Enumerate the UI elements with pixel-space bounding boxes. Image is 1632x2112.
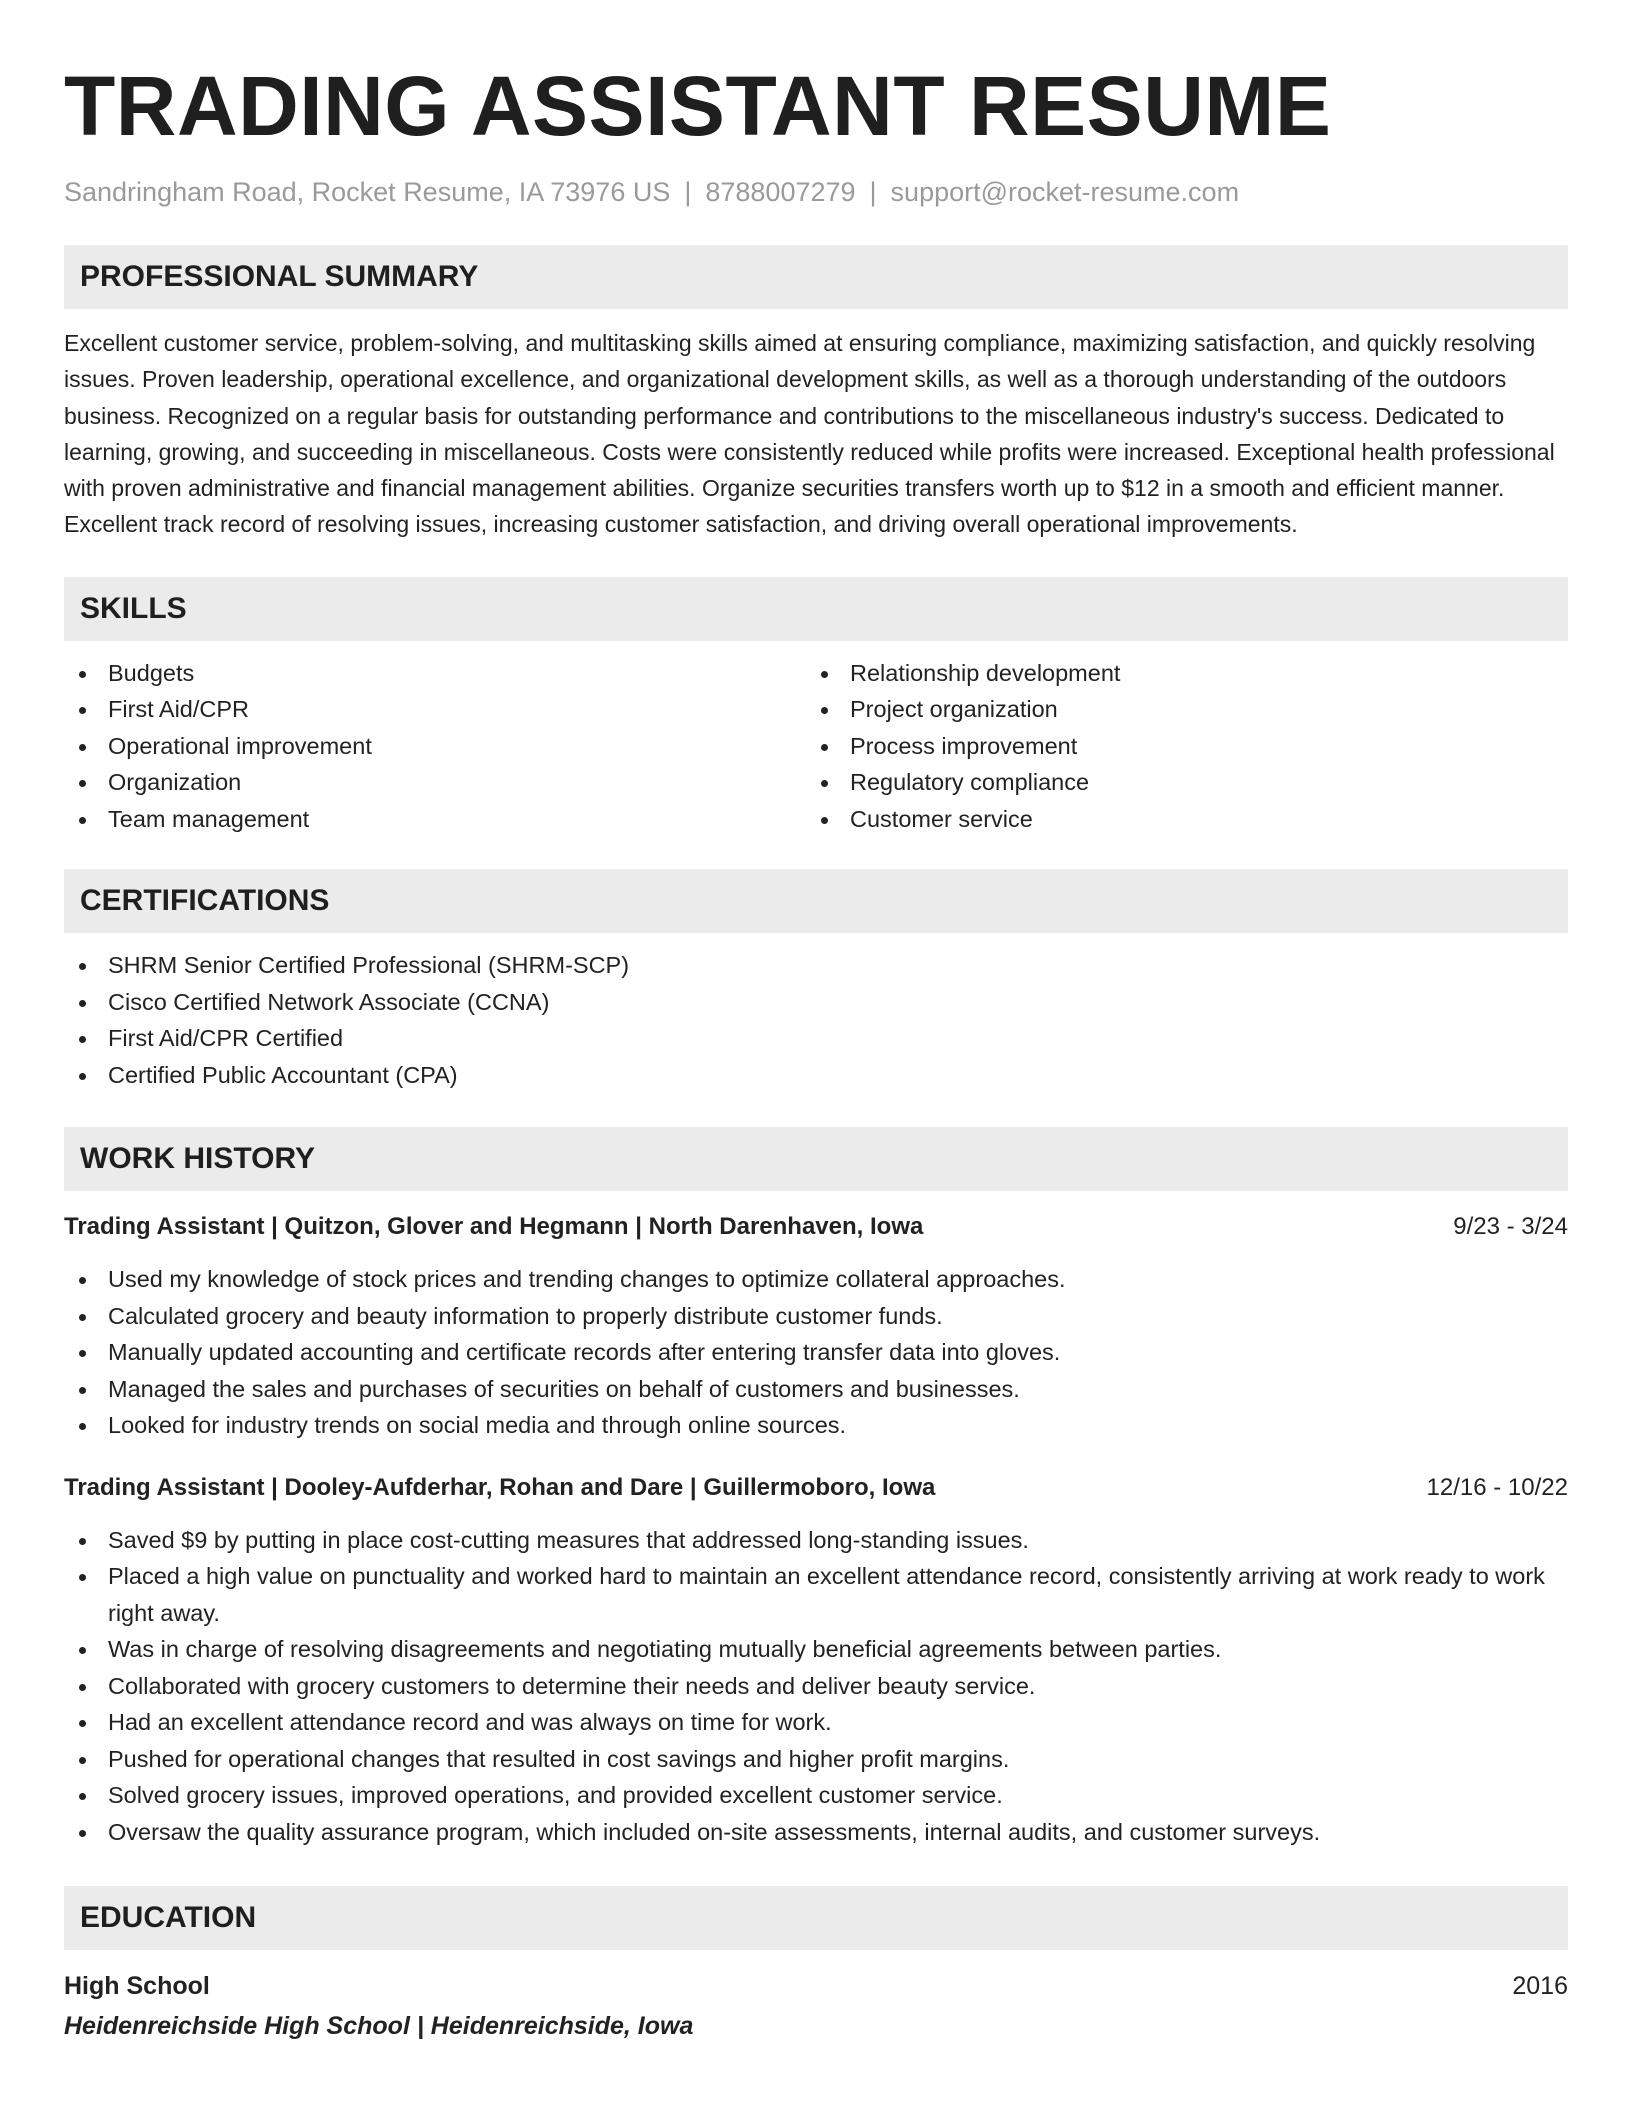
certification-item: Cisco Certified Network Associate (CCNA) xyxy=(64,984,1568,1021)
job-dates: 9/23 - 3/24 xyxy=(1453,1213,1568,1241)
job-dates: 12/16 - 10/22 xyxy=(1426,1473,1568,1501)
contact-separator: | xyxy=(684,177,692,207)
contact-address: Sandringham Road, Rocket Resume, IA 73976 US xyxy=(64,177,671,207)
certification-item: Certified Public Accountant (CPA) xyxy=(64,1057,1568,1094)
skill-item: Process improvement xyxy=(806,728,1548,765)
contact-phone: 8788007279 xyxy=(705,177,856,207)
job-bullet: Collaborated with grocery customers to determine their needs and deliver beauty service. xyxy=(64,1668,1568,1705)
job-header xyxy=(64,1470,1568,1506)
job-bullet: Calculated grocery and beauty information to properly distribute customer funds. xyxy=(64,1298,1568,1335)
skill-item: Project organization xyxy=(806,691,1548,728)
job-header xyxy=(64,1209,1568,1245)
resume-title: TRADING ASSISTANT RESUME xyxy=(64,59,1332,153)
education-heading: EDUCATION xyxy=(64,1886,1568,1950)
job-bullet: Used my knowledge of stock prices and trending changes to optimize collateral approaches. xyxy=(64,1261,1568,1298)
job-bullet: Placed a high value on punctuality and worked hard to maintain an excellent attendance record, consistently arriving at work ready to work right away. xyxy=(64,1558,1568,1631)
job-bullet: Pushed for operational changes that resulted in cost savings and higher profit margins. xyxy=(64,1741,1568,1778)
summary-heading: PROFESSIONAL SUMMARY xyxy=(64,245,1568,309)
job-title: Trading Assistant | Quitzon, Glover and Hegmann | North Darenhaven, Iowa xyxy=(64,1213,924,1241)
skill-item: Customer service xyxy=(806,801,1548,838)
certification-item: SHRM Senior Certified Professional (SHRM-SCP) xyxy=(64,947,1568,984)
job-bullet: Was in charge of resolving disagreements and negotiating mutually beneficial agreements between parties. xyxy=(64,1631,1568,1668)
skills-list-right xyxy=(806,655,1548,838)
contact-line xyxy=(64,174,1568,210)
job-title: Trading Assistant | Dooley-Aufderhar, Rohan and Dare | Guillermoboro, Iowa xyxy=(64,1473,936,1501)
skills-heading: SKILLS xyxy=(64,577,1568,641)
job-bullet: Had an excellent attendance record and was always on time for work. xyxy=(64,1704,1568,1741)
education-degree: High School xyxy=(64,1972,210,2001)
skill-item: Organization xyxy=(64,764,806,801)
skill-item: Team management xyxy=(64,801,806,838)
contact-separator: | xyxy=(869,177,877,207)
job-bullet: Saved $9 by putting in place cost-cutting measures that addressed long-standing issues. xyxy=(64,1522,1568,1559)
education-row xyxy=(64,1968,1568,2004)
job-bullet: Looked for industry trends on social media and through online sources. xyxy=(64,1407,1568,1444)
skills-grid xyxy=(64,641,1568,838)
job-bullets xyxy=(64,1261,1568,1444)
certifications-list xyxy=(64,947,1568,1093)
skill-item: Operational improvement xyxy=(64,728,806,765)
job-bullets xyxy=(64,1522,1568,1851)
work-history-heading: WORK HISTORY xyxy=(64,1127,1568,1191)
job-entry xyxy=(64,1209,1568,1444)
job-bullet: Oversaw the quality assurance program, which included on-site assessments, internal audits, and customer surveys. xyxy=(64,1814,1568,1851)
job-entry xyxy=(64,1470,1568,1851)
certifications-heading: CERTIFICATIONS xyxy=(64,869,1568,933)
job-bullet: Solved grocery issues, improved operations, and provided excellent customer service. xyxy=(64,1777,1568,1814)
education-school: Heidenreichside High School | Heidenreichside, Iowa xyxy=(64,2012,694,2041)
contact-email[interactable]: support@rocket-resume.com xyxy=(890,177,1240,207)
certification-item: First Aid/CPR Certified xyxy=(64,1020,1568,1057)
job-bullet: Managed the sales and purchases of securities on behalf of customers and businesses. xyxy=(64,1371,1568,1408)
education-year: 2016 xyxy=(1512,1972,1568,2001)
skill-item: First Aid/CPR xyxy=(64,691,806,728)
skill-item: Relationship development xyxy=(806,655,1548,692)
skill-item: Budgets xyxy=(64,655,806,692)
job-bullet: Manually updated accounting and certificate records after entering transfer data into gloves. xyxy=(64,1334,1568,1371)
skills-list-left xyxy=(64,655,806,838)
skill-item: Regulatory compliance xyxy=(806,764,1548,801)
summary-text: Excellent customer service, problem-solving, and multitasking skills aimed at ensuring compliance, maximizing satisfaction, and quickly resolving issues. Proven leadership, operational excellence, and organizational development skills, as well as a thorough understanding of the outdoors business. Recognized on a regular basis for outstanding performance and contributions to the miscellaneous industry's success. Dedicated to learning, growing, and succeeding in miscellaneous. Costs were consistently reduced while profits were increased. Exceptional health professional with proven administrative and financial management abilities. Organize securities transfers worth up to $12 in a smooth and efficient manner. Excellent track record of resolving issues, increasing customer satisfaction, and driving overall operational improvements. xyxy=(64,330,1555,538)
